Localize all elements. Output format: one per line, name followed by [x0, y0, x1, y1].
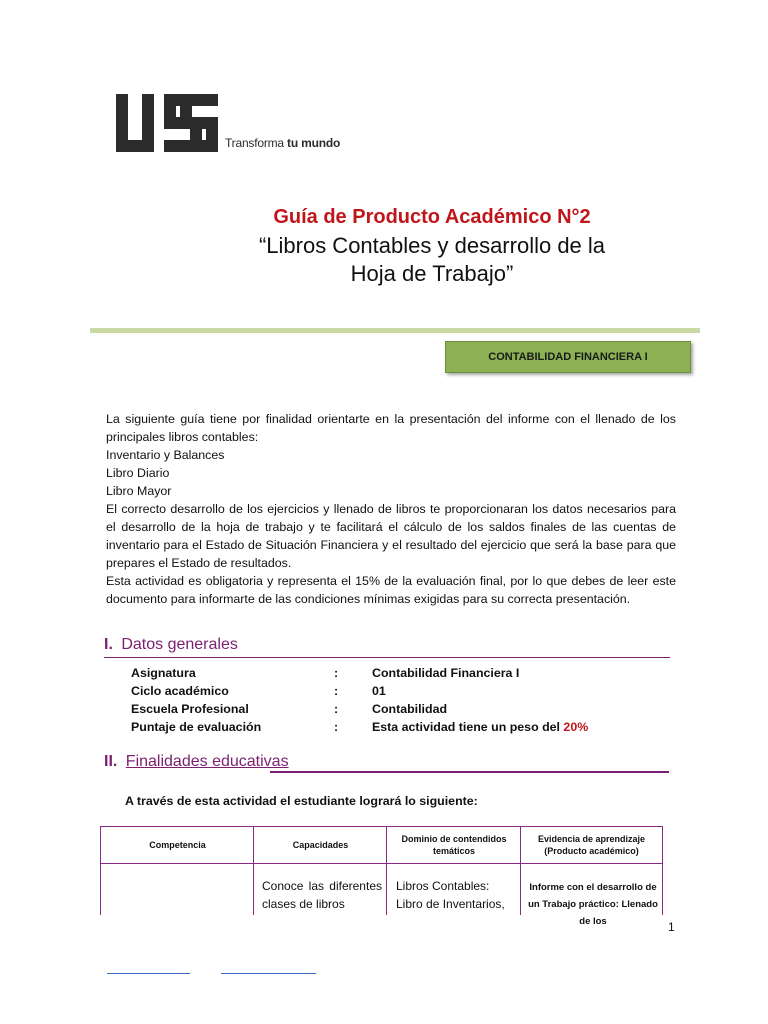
list-item: Libro Mayor: [106, 484, 172, 498]
uss-logo-s2: [180, 94, 220, 154]
footer-link-line[interactable]: [221, 973, 316, 974]
intro-text: [106, 410, 676, 608]
competency-table: [100, 826, 663, 927]
table-cell: Conoce las diferentes clases de libros: [262, 879, 382, 911]
intro-paragraph-1: La siguiente guía tiene por finalidad orientarte en la presentación del informe con el llenado de los principales libros contables:: [106, 412, 676, 444]
table-cell: Libros Contables: Libro de Inventarios,: [396, 879, 505, 911]
table-header: Competencia: [149, 840, 206, 850]
section-heading-finalidades: II. Finalidades educativas: [104, 753, 289, 770]
list-item: Inventario y Balances: [106, 448, 225, 462]
document-title: Guía de Producto Académico N°2: [273, 206, 591, 228]
intro-paragraph-2: El correcto desarrollo de los ejercicios y llenado de libros te proporcionaran los datos necesarios para el desarrollo de la hoja de trabajo y te facilitará el cálculo de los saldos finales de las cuentas de inventario para el Estado de Situación Financiera y el resultado del ejercicio que será la base para que prepares el Estado de resultados.: [106, 502, 676, 570]
page-number: 1: [668, 920, 675, 934]
section2-intro: A través de esta actividad el estudiante logrará lo siguiente:: [125, 794, 478, 808]
table-header: Capacidades: [292, 840, 349, 850]
intro-paragraph-3: Esta actividad es obligatoria y representa el 15% de la evaluación final, por lo que debes de leer este documento para informarte de las condiciones mínimas exigidas para su correcta presentación.: [106, 574, 676, 606]
footer-link-line[interactable]: [107, 973, 190, 974]
table-header: Dominio de contendidos temáticos: [401, 834, 507, 856]
logo-tagline: Transforma tu mundo: [225, 136, 341, 150]
table-cell: Informe con el desarrollo de un Trabajo práctico: Llenado de los: [528, 882, 658, 927]
section-heading-datos: I. Datos generales: [104, 636, 238, 653]
table-header: Evidencia de aprendizaje (Producto académico): [537, 834, 646, 856]
document-subtitle: “Libros Contables y desarrollo de la Hoja de Trabajo”: [258, 233, 606, 286]
section-rule: [270, 771, 669, 773]
section-rule: [104, 657, 670, 658]
list-item: Libro Diario: [106, 466, 170, 480]
course-banner: CONTABILIDAD FINANCIERA I: [445, 341, 691, 373]
divider: [90, 328, 700, 333]
